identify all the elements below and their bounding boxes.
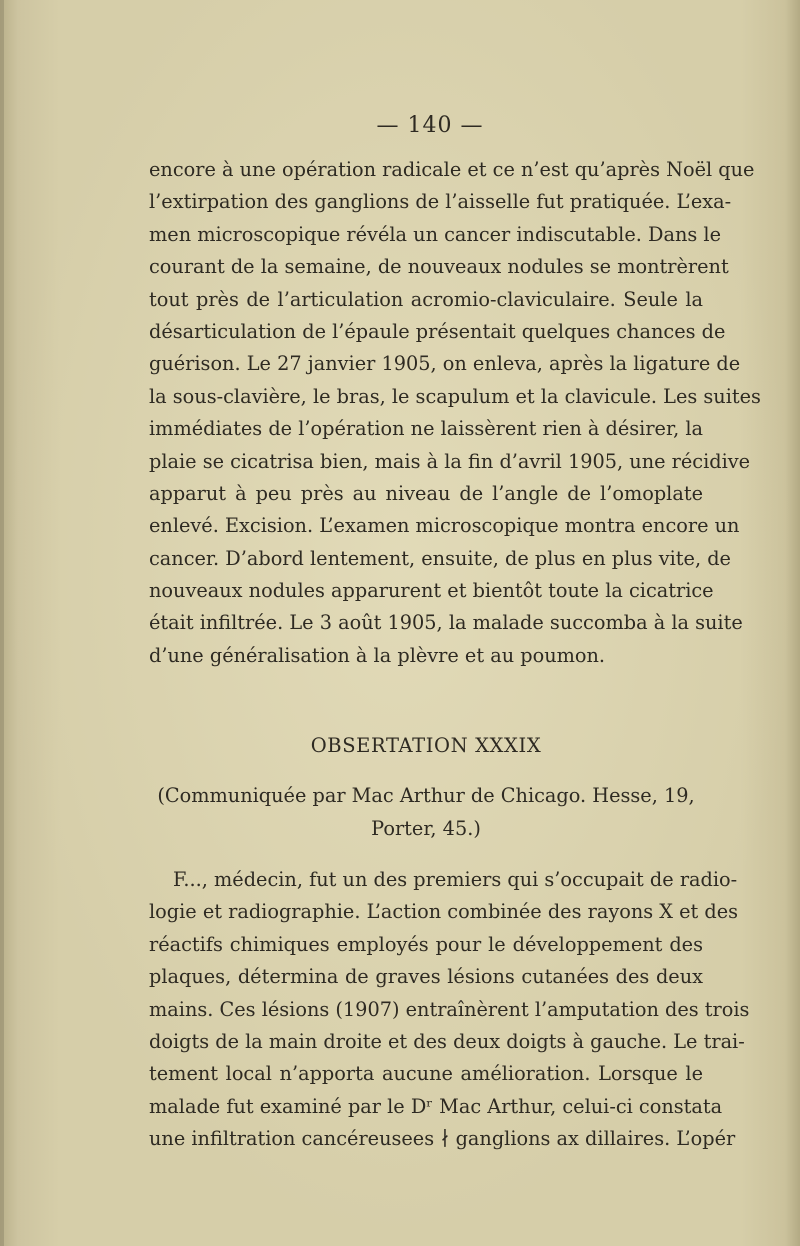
text-line: guérison. Le 27 janvier 1905, on enleva, après la ligature de <box>149 352 741 376</box>
text-line: cancer. D’abord lentement, ensuite, de plus en plus vite, de <box>149 546 731 570</box>
observation-heading: OBSERTATION XXXIX <box>310 734 542 757</box>
text-line: courant de la semaine, de nouveaux nodules se montrèrent <box>149 255 729 279</box>
text-line: plaie se cicatrisa bien, mais à la fin d’avril 1905, une récidive <box>149 449 751 473</box>
text-line: mains. Ces lésions (1907) entraînèrent l’amputation des trois <box>149 997 750 1021</box>
text-line: malade fut examiné par le Dʳ Mac Arthur, celui-ci constata <box>149 1094 723 1118</box>
text-line: la sous-clavière, le bras, le scapulum et la clavicule. Les suites <box>149 384 761 408</box>
text-line: était infiltrée. Le 3 août 1905, la malade succomba à la suite <box>149 611 743 635</box>
source-line: Porter, 45.) <box>371 817 481 840</box>
text-line: l’extirpation des ganglions de l’aisselle fut pratiquée. L’exa- <box>149 190 732 214</box>
text-line: réactifs chimiques employés pour le développement des <box>149 932 703 956</box>
first-paragraph <box>149 154 761 672</box>
text-line: logie et radiographie. L’action combinée des rayons X et des <box>149 900 739 924</box>
second-paragraph <box>149 864 750 1156</box>
text-line: d’une généralisation à la plèvre et au poumon. <box>149 643 606 667</box>
text-line: F..., médecin, fut un des premiers qui s’occupait de radio- <box>173 868 738 891</box>
text-line: doigts de la main droite et des deux doigts à gauche. Le trai- <box>149 1029 745 1053</box>
text-line: encore à une opération radicale et ce n’est qu’après Noël que <box>149 158 755 181</box>
text-line: plaques, détermina de graves lésions cutanées des deux <box>149 965 703 989</box>
text-line: immédiates de l’opération ne laissèrent rien à désirer, la <box>149 417 703 441</box>
text-line: désarticulation de l’épaule présentait quelques chances de <box>149 319 726 343</box>
text-line: enlevé. Excision. L’examen microscopique montra encore un <box>149 514 740 538</box>
observation-source <box>149 779 703 845</box>
source-line: (Communiquée par Mac Arthur de Chicago. Hesse, 19, <box>157 784 695 807</box>
text-line: apparut à peu près au niveau de l’angle de l’omoplate <box>149 481 703 505</box>
page-number: — 140 — <box>376 113 484 138</box>
text-line: tout près de l’articulation acromio-claviculaire. Seule la <box>149 287 703 311</box>
text-line: tement local n’apporta aucune amélioration. Lorsque le <box>149 1062 703 1086</box>
text-line: nouveaux nodules apparurent et bientôt toute la cicatrice <box>149 579 714 603</box>
text-line: une infiltration cancéreusees ∤ ganglions ax dillaires. L’opér <box>149 1127 736 1151</box>
text-line: men microscopique révéla un cancer indiscutable. Dans le <box>149 222 721 246</box>
